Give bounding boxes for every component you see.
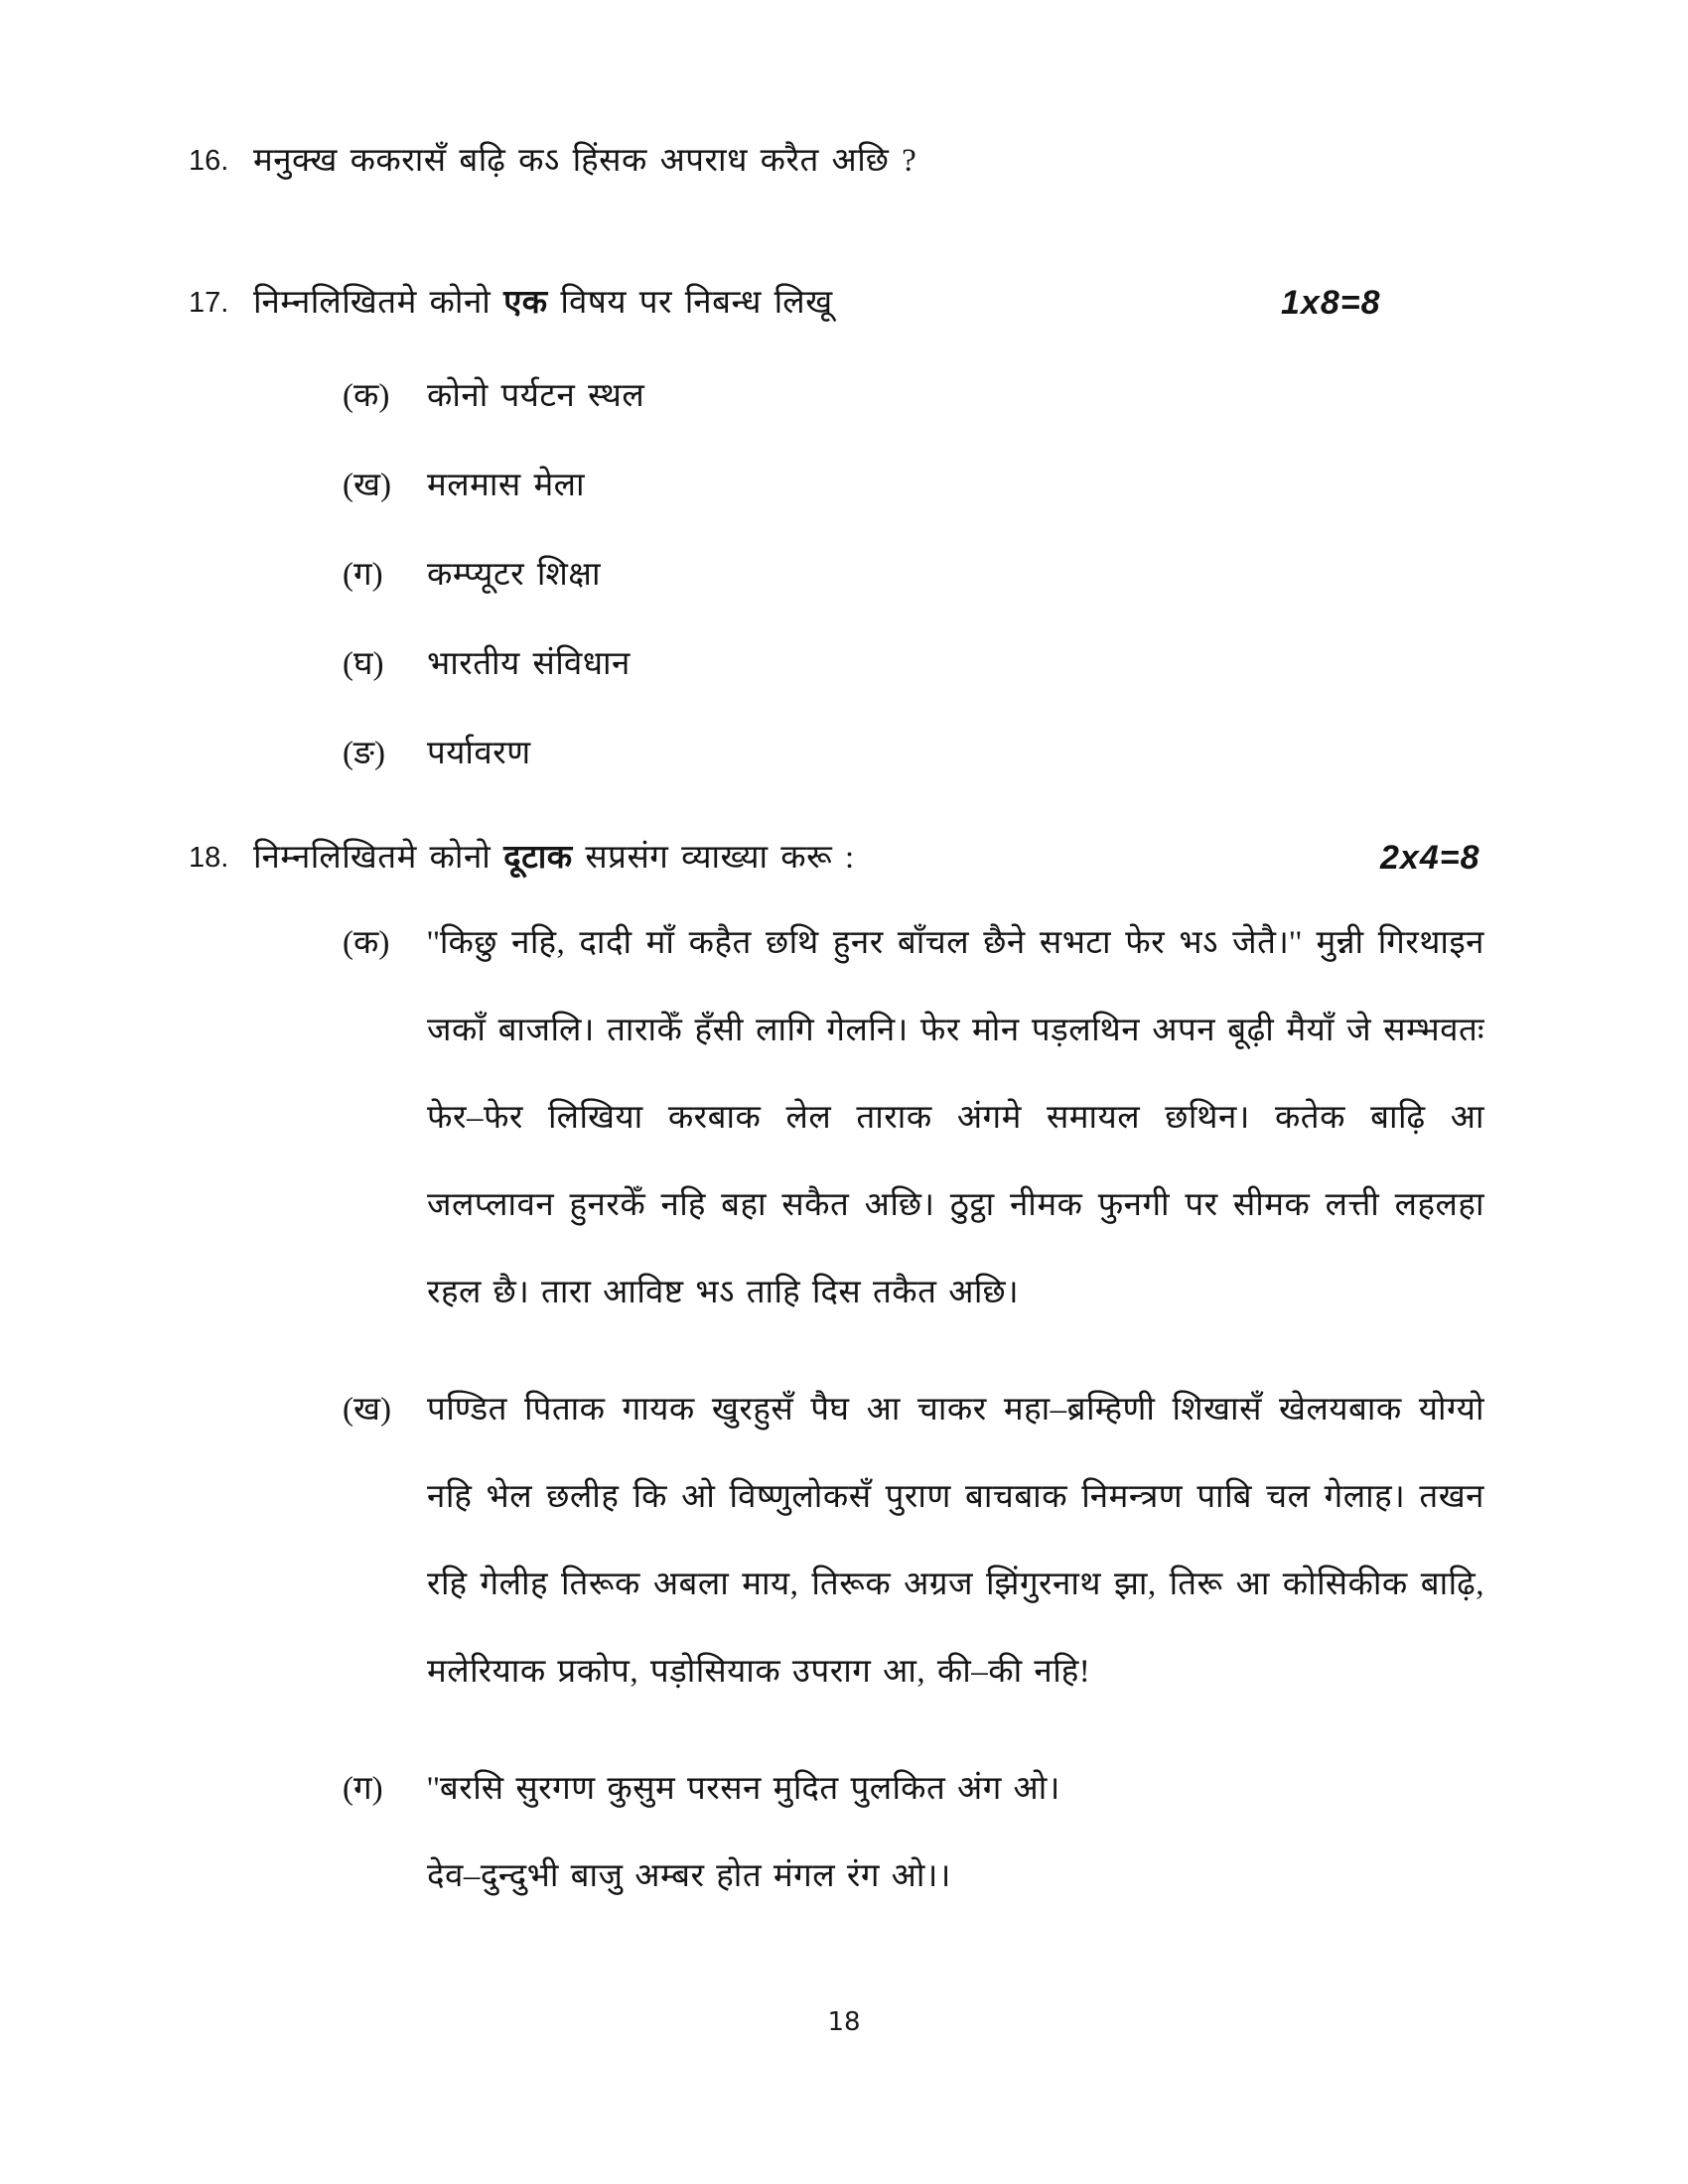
question-17-number: 17. — [189, 287, 229, 319]
q17-option-nga — [343, 730, 1484, 777]
page-number: 18 — [827, 2007, 861, 2037]
page-content — [189, 137, 1484, 1920]
question-17-text-emphasis: एक — [503, 285, 548, 321]
q17-option-ka — [343, 372, 1484, 420]
q18-option-ka-label: (क) — [343, 925, 390, 961]
question-16 — [189, 137, 1484, 185]
question-18-text-lead: निम्नलिखितमे कोनो — [253, 840, 504, 876]
q17-option-ga-label: (ग) — [343, 557, 383, 593]
question-18-marks: 2x4=8 — [1380, 839, 1480, 877]
q17-option-ka-text: कोनो पर्यटन स्थल — [427, 378, 645, 414]
question-16-number: 16. — [189, 145, 229, 177]
q17-option-nga-label: (ङ) — [343, 736, 385, 771]
question-18-number: 18. — [189, 842, 229, 874]
q17-option-gha — [343, 640, 1484, 688]
q17-option-kha — [343, 462, 1484, 509]
question-18-text-emphasis: दूटाक — [503, 840, 573, 876]
q17-option-gha-label: (घ) — [343, 646, 384, 682]
q18-option-ka-text: ''किछु नहि, दादी माँ कहैत छथि हुनर बाँचल छैने सभटा फेर भऽ जेतै।'' मुन्नी गिरथाइन जकाँ बाजलि। ताराकेँ हँसी लागि गेलनि। फेर मोन पड़लथिन अपन बूढ़ी मैयाँ जे सम्भवतः फेर–फेर लिखिया करबाक लेल ताराक अंगमे समायल छथिन। कतेक बाढ़ि आ जलप्लावन हुनरकेँ नहि बहा सकैत अछि। ठुट्ठा नीमक फुनगी पर सीमक लत्ती लहलहा रहल छै। तारा आविष्ट भऽ ताहि दिस तकैत अछि। — [427, 925, 1484, 1310]
q18-option-ga-label: (ग) — [343, 1771, 383, 1807]
q17-option-gha-text: भारतीय संविधान — [427, 646, 631, 682]
question-17-text-lead: निम्नलिखितमे कोनो — [253, 285, 504, 321]
q17-option-ga — [343, 551, 1484, 599]
question-18-text — [253, 834, 1484, 882]
question-16-text: मनुक्ख ककरासँ बढ़ि कऽ हिंसक अपराध करैत अछि ? — [253, 143, 917, 179]
q18-option-ga-verse-line-2: देव–दुन्दुभी बाजु अम्बर होत मंगल रंग ओ।। — [427, 1858, 951, 1894]
q17-option-kha-label: (ख) — [343, 468, 391, 503]
q17-option-ga-text: कम्प्यूटर शिक्षा — [427, 557, 602, 593]
question-17-marks: 1x8=8 — [1281, 284, 1381, 322]
q18-option-ka — [343, 899, 1484, 1336]
q18-option-kha-label: (ख) — [343, 1392, 391, 1428]
q18-option-ga-verse — [427, 1745, 1484, 1920]
question-17 — [189, 279, 1484, 327]
q18-option-ga-verse-line-1: ''बरसि सुरगण कुसुम परसन मुदित पुलकित अंग ओ। — [427, 1771, 1060, 1807]
q18-option-kha-text: पण्डित पिताक गायक खुरहुसँ पैघ आ चाकर महा–ब्रम्हिणी शिखासँ खेलयबाक योग्यो नहि भेल छलीह कि ओ विष्णुलोकसँ पुराण बाचबाक निमन्त्रण पाबि चल गेलाह। तखन रहि गेलीह तिरूक अबला माय, तिरूक अग्रज झिंगुरनाथ झा, तिरू आ कोसिकीक बाढ़ि, मलेरियाक प्रकोप, पड़ोसियाक उपराग आ, की–की नहि! — [427, 1392, 1484, 1690]
question-18-text-tail: सप्रसंग व्याख्या करू : — [572, 840, 855, 876]
q18-option-ga — [343, 1745, 1484, 1920]
q17-option-kha-text: मलमास मेला — [427, 468, 586, 503]
q18-option-kha — [343, 1366, 1484, 1715]
q17-option-nga-text: पर्यावरण — [427, 736, 531, 771]
question-17-text-tail: विषय पर निबन्ध लिखू — [547, 285, 833, 321]
question-18 — [189, 834, 1484, 882]
q17-option-ka-label: (क) — [343, 378, 390, 414]
